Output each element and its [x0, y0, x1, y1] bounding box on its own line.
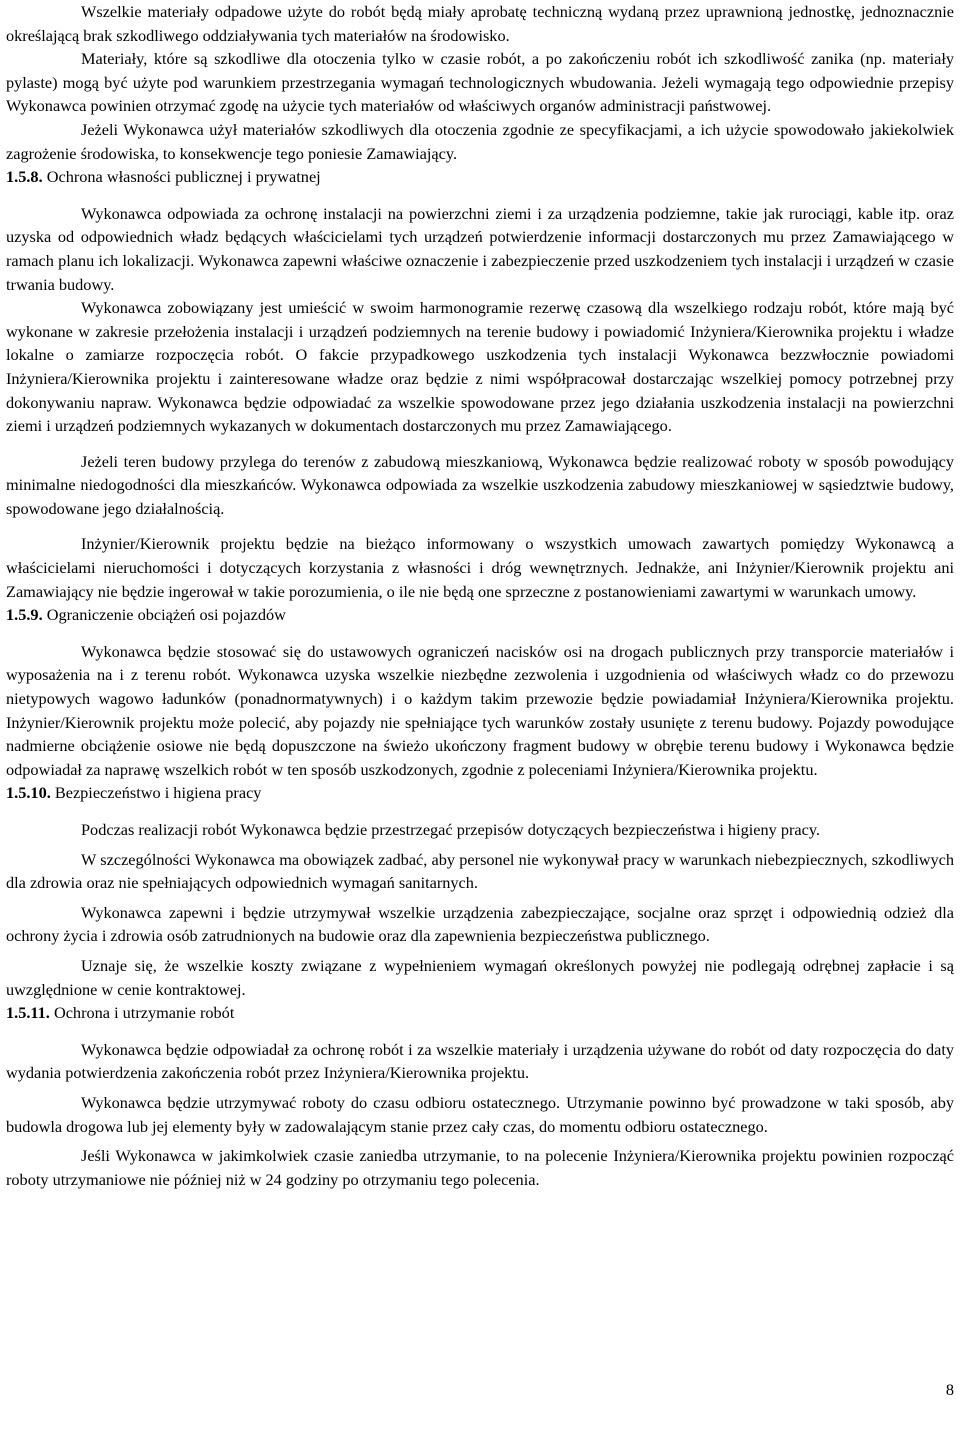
- document-body: [6, 0, 954, 1191]
- page-number: 8: [945, 1380, 954, 1399]
- section-number: 1.5.8.: [6, 167, 43, 187]
- paragraph: Wykonawca odpowiada za ochronę instalacji na powierzchni ziemi i za urządzenia podziemne, takie jak rurociągi, kable itp. oraz uzyska od odpowiednich władz będących właścicielami tych urządzeń potwierdzenie informacji dostarczonych mu przez Zamawiającego w ramach planu ich lokalizacji. Wykonawca zapewni właściwe oznaczenie i zabezpieczenie przed uszkodzeniem tych instalacji i urządzeń w czasie trwania budowy.: [6, 203, 954, 294]
- section-number: 1.5.11.: [6, 1003, 50, 1023]
- section-title: Bezpieczeństwo i higiena pracy: [54, 783, 262, 803]
- section-heading-1-5-8: [6, 165, 954, 189]
- section-title: Ograniczenie obciążeń osi pojazdów: [46, 605, 286, 625]
- paragraph: Wykonawca będzie utrzymywać roboty do czasu odbioru ostatecznego. Utrzymanie powinno być prowadzone w taki sposób, aby budowla drogowa lub jej elementy były w zadowalającym stanie przez cały czas, do momentu odbioru ostatecznego.: [6, 1092, 954, 1136]
- section-title: Ochrona własności publicznej i prywatnej: [46, 167, 321, 187]
- section-number: 1.5.9.: [6, 605, 43, 625]
- paragraph: Wykonawca zapewni i będzie utrzymywał wszelkie urządzenia zabezpieczające, socjalne oraz sprzęt i odpowiednią odzież dla ochrony życia i zdrowia osób zatrudnionych na budowie oraz dla zapewnienia bezpieczeństwa publicznego.: [6, 902, 954, 946]
- paragraph: Jeżeli Wykonawca użył materiałów szkodliwych dla otoczenia zgodnie ze specyfikacjami, a ich użycie spowodowało jakiekolwiek zagrożenie środowiska, to konsekwencje tego poniesie Zamawiający.: [6, 119, 954, 163]
- section-heading-1-5-11: [6, 1001, 954, 1025]
- paragraph: Podczas realizacji robót Wykonawca będzie przestrzegać przepisów dotyczących bezpieczeństwa i higieny pracy.: [81, 820, 821, 839]
- paragraph: W szczególności Wykonawca ma obowiązek zadbać, aby personel nie wykonywał pracy w warunkach niebezpiecznych, szkodliwych dla zdrowia oraz nie spełniających odpowiednich wymagań sanitarnych.: [6, 849, 954, 893]
- paragraph: Wszelkie materiały odpadowe użyte do robót będą miały aprobatę techniczną wydaną przez uprawnioną jednostkę, jednoznacznie określającą brak szkodliwego oddziaływania tych materiałów na środowisko.: [6, 2, 954, 45]
- section-title: Ochrona i utrzymanie robót: [53, 1003, 235, 1023]
- paragraph: Inżynier/Kierownik projektu będzie na bieżąco informowany o wszystkich umowach zawartych pomiędzy Wykonawcą a właścicielami nieruchomości i dotyczących korzystania z własności i dróg wewnętrznych. Jednakże, ani Inżynier/Kierownik projektu ani Zamawiający nie będzie ingerował w takie porozumienia, o ile nie będą one sprzeczne z postanowieniami zawartymi w warunkach umowy.: [6, 534, 954, 601]
- section-heading-1-5-9: [6, 603, 954, 627]
- paragraph: Jeżeli teren budowy przylega do terenów z zabudową mieszkaniową, Wykonawca będzie realizować roboty w sposób powodujący minimalne niedogodności dla mieszkańców. Wykonawca odpowiada za wszelkie uszkodzenia zabudowy mieszkaniowej w sąsiedztwie budowy, spowodowane jego działalnością.: [6, 451, 954, 518]
- section-number: 1.5.10.: [6, 783, 51, 803]
- section-heading-1-5-10: [6, 781, 954, 805]
- paragraph: Jeśli Wykonawca w jakimkolwiek czasie zaniedba utrzymanie, to na polecenie Inżyniera/Kierownika projektu powinien rozpocząć roboty utrzymaniowe nie później niż w 24 godziny po otrzymaniu tego polecenia.: [6, 1146, 954, 1189]
- paragraph: Materiały, które są szkodliwe dla otoczenia tylko w czasie robót, a po zakończeniu robót ich szkodliwość zanika (np. materiały pylaste) mogą być użyte pod warunkiem przestrzegania wymagań technologicznych wbudowania. Jeżeli wymagają tego odpowiednie przepisy Wykonawca powinien otrzymać zgodę na użycie tych materiałów od właściwych organów administracji państwowej.: [6, 49, 954, 116]
- paragraph: Wykonawca będzie odpowiadał za ochronę robót i za wszelkie materiały i urządzenia używane do robót od daty rozpoczęcia do daty wydania potwierdzenia zakończenia robót przez Inżyniera/Kierownika projektu.: [6, 1039, 954, 1083]
- paragraph: Uznaje się, że wszelkie koszty związane z wypełnieniem wymagań określonych powyżej nie podlegają odrębnej zapłacie i są uwzględnione w cenie kontraktowej.: [6, 955, 954, 999]
- paragraph: Wykonawca będzie stosować się do ustawowych ograniczeń nacisków osi na drogach publicznych przy transporcie materiałów i wyposażenia na i z terenu robót. Wykonawca uzyska wszelkie niezbędne zezwolenia i uzgodnienia od właściwych władz co do przewozu nietypowych wagowo ładunków (ponadnormatywnych) i o każdym takim przewozie będzie powiadamiał Inżyniera/Kierownika projektu. Inżynier/Kierownik projektu może polecić, aby pojazdy nie spełniające tych warunków zostały usunięte z terenu budowy. Pojazdy powodujące nadmierne obciążenie osiowe nie będą dopuszczone na świeżo ukończony fragment budowy w obrębie terenu budowy i Wykonawca będzie odpowiadał za naprawę wszelkich robót w ten sposób uszkodzonych, zgodnie z poleceniami Inżyniera/Kierownika projektu.: [6, 641, 954, 779]
- paragraph: Wykonawca zobowiązany jest umieścić w swoim harmonogramie rezerwę czasową dla wszelkiego rodzaju robót, które mają być wykonane w zakresie przełożenia instalacji i urządzeń podziemnych na terenie budowy i powiadomić Inżyniera/Kierownika projektu i władze lokalne o zamiarze rozpoczęcia robót. O fakcie przypadkowego uszkodzenia tych instalacji Wykonawca bezzwłocznie powiadomi Inżyniera/Kierownika projektu i zainteresowane władze oraz będzie z nimi współpracował dostarczając wszelkiej pomocy potrzebnej przy dokonywaniu napraw. Wykonawca będzie odpowiadać za wszelkie spowodowane przez jego działania uszkodzenia instalacji na powierzchni ziemi i urządzeń podziemnych wykazanych w dokumentach dostarczonych mu przez Zamawiającego.: [6, 298, 954, 436]
